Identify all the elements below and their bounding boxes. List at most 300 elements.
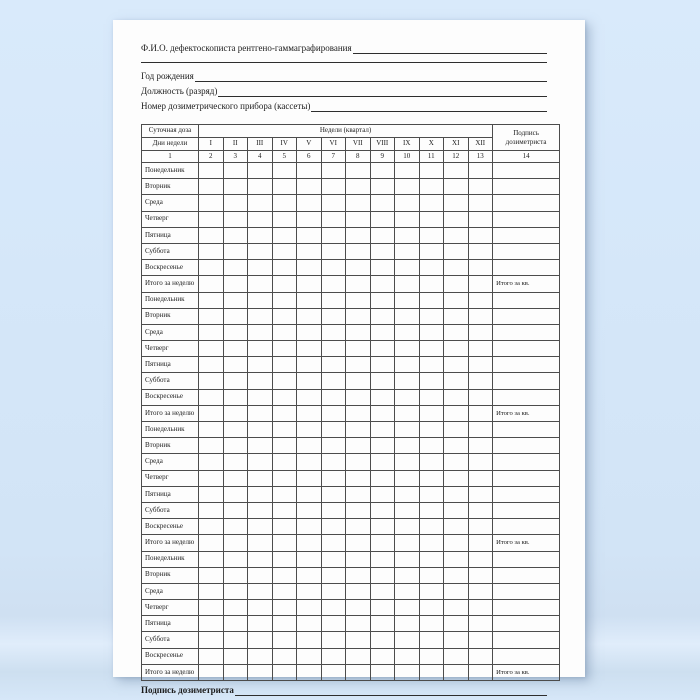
- dose-cell: [395, 357, 420, 373]
- dose-cell: [297, 341, 322, 357]
- week-column-header-9: IX: [395, 138, 420, 151]
- dose-cell: [468, 373, 493, 389]
- week-column-header-1: I: [199, 138, 224, 151]
- week-total-cell: [346, 405, 371, 421]
- dose-cell: [346, 195, 371, 211]
- signature-cell: [493, 195, 560, 211]
- dose-cell: [444, 486, 469, 502]
- dose-cell: [370, 389, 395, 405]
- day-label-cell: Среда: [142, 454, 199, 470]
- signature-cell: [493, 422, 560, 438]
- dose-cell: [272, 211, 297, 227]
- dose-cell: [395, 519, 420, 535]
- signature-cell: [493, 243, 560, 259]
- dose-cell: [395, 292, 420, 308]
- dose-cell: [346, 227, 371, 243]
- dose-cell: [272, 551, 297, 567]
- signature-cell: [493, 551, 560, 567]
- dose-cell: [419, 470, 444, 486]
- week-total-cell: [370, 276, 395, 292]
- dose-cell: [321, 454, 346, 470]
- signature-cell: [493, 324, 560, 340]
- week-total-cell: [468, 276, 493, 292]
- dose-cell: [370, 567, 395, 583]
- dose-cell: [370, 179, 395, 195]
- form-header: [141, 43, 547, 112]
- dose-cell: [321, 260, 346, 276]
- signature-cell: [493, 438, 560, 454]
- dose-cell: [468, 470, 493, 486]
- dose-cell: [223, 648, 248, 664]
- week-total-cell: [395, 664, 420, 680]
- dose-cell: [223, 600, 248, 616]
- day-label-cell: Четверг: [142, 211, 199, 227]
- document-content: [141, 43, 559, 696]
- dose-cell: [199, 502, 224, 518]
- dose-cell: [297, 567, 322, 583]
- day-label-cell: Вторник: [142, 308, 199, 324]
- dose-cell: [199, 583, 224, 599]
- dose-cell: [199, 292, 224, 308]
- dose-cell: [419, 292, 444, 308]
- dose-cell: [321, 502, 346, 518]
- dose-cell: [297, 389, 322, 405]
- dose-cell: [444, 600, 469, 616]
- dose-cell: [321, 616, 346, 632]
- week-total-cell: [223, 405, 248, 421]
- dose-cell: [223, 227, 248, 243]
- birth-year-blank-line: [195, 71, 547, 82]
- dose-cell: [468, 616, 493, 632]
- dose-cell: [444, 616, 469, 632]
- dose-cell: [444, 422, 469, 438]
- dose-cell: [419, 616, 444, 632]
- dose-cell: [272, 632, 297, 648]
- dose-cell: [297, 470, 322, 486]
- dose-cell: [248, 292, 273, 308]
- week-total-cell: [444, 664, 469, 680]
- week-column-header-6: VI: [321, 138, 346, 151]
- dose-cell: [223, 195, 248, 211]
- dose-cell: [199, 422, 224, 438]
- dose-cell: [370, 292, 395, 308]
- dose-cell: [272, 357, 297, 373]
- dose-cell: [346, 648, 371, 664]
- dose-cell: [223, 632, 248, 648]
- signature-cell: [493, 454, 560, 470]
- dose-cell: [468, 357, 493, 373]
- dose-cell: [444, 470, 469, 486]
- dose-cell: [272, 486, 297, 502]
- signature-cell: [493, 292, 560, 308]
- dose-cell: [248, 519, 273, 535]
- dose-cell: [444, 567, 469, 583]
- dose-cell: [248, 308, 273, 324]
- dose-cell: [272, 519, 297, 535]
- dose-cell: [321, 227, 346, 243]
- dose-cell: [223, 341, 248, 357]
- week-total-cell: [468, 405, 493, 421]
- week-column-header-12: XII: [468, 138, 493, 151]
- dose-cell: [395, 600, 420, 616]
- dose-cell: [370, 632, 395, 648]
- week-column-header-7: VII: [346, 138, 371, 151]
- dose-cell: [468, 486, 493, 502]
- dose-cell: [297, 292, 322, 308]
- dose-cell: [370, 454, 395, 470]
- day-label-cell: Суббота: [142, 502, 199, 518]
- dose-cell: [370, 373, 395, 389]
- day-label-cell: Четверг: [142, 470, 199, 486]
- week-total-label-cell: Итого за неделю: [142, 664, 199, 680]
- dose-cell: [419, 195, 444, 211]
- dose-cell: [419, 227, 444, 243]
- week-total-cell: [346, 535, 371, 551]
- dose-cell: [395, 324, 420, 340]
- dose-cell: [248, 211, 273, 227]
- quarter-total-cell: Итого за кв.: [493, 664, 560, 680]
- dose-cell: [346, 600, 371, 616]
- dose-cell: [346, 470, 371, 486]
- week-total-cell: [199, 405, 224, 421]
- column-number-3: 3: [223, 151, 248, 163]
- dose-cell: [297, 179, 322, 195]
- dose-cell: [223, 163, 248, 179]
- days-of-week-header-cell: Дни недели: [142, 138, 199, 151]
- week-total-cell: [297, 664, 322, 680]
- day-label-cell: Пятница: [142, 357, 199, 373]
- dose-cell: [272, 454, 297, 470]
- dose-cell: [272, 502, 297, 518]
- device-number-blank-line: [311, 101, 547, 112]
- dose-cell: [468, 195, 493, 211]
- dose-cell: [199, 324, 224, 340]
- week-total-label-cell: Итого за неделю: [142, 535, 199, 551]
- column-number-13: 13: [468, 151, 493, 163]
- dose-cell: [370, 357, 395, 373]
- dose-cell: [248, 486, 273, 502]
- device-number-label: Номер дозиметрического прибора (кассеты): [141, 101, 311, 111]
- birth-year-line: [141, 71, 547, 82]
- dose-cell: [272, 616, 297, 632]
- position-label: Должность (разряд): [141, 86, 218, 96]
- dose-cell: [223, 519, 248, 535]
- dose-cell: [223, 616, 248, 632]
- week-total-cell: [248, 664, 273, 680]
- dose-cell: [321, 373, 346, 389]
- week-total-cell: [419, 276, 444, 292]
- dose-cell: [321, 163, 346, 179]
- dose-cell: [248, 373, 273, 389]
- dose-cell: [248, 470, 273, 486]
- dose-cell: [419, 373, 444, 389]
- dose-cell: [199, 179, 224, 195]
- dose-cell: [395, 438, 420, 454]
- dose-cell: [395, 260, 420, 276]
- day-label-cell: Среда: [142, 324, 199, 340]
- dose-cell: [444, 502, 469, 518]
- signature-cell: [493, 179, 560, 195]
- dose-cell: [297, 632, 322, 648]
- dose-cell: [395, 583, 420, 599]
- day-label-cell: Среда: [142, 583, 199, 599]
- dose-cell: [468, 632, 493, 648]
- week-total-cell: [199, 535, 224, 551]
- dose-cell: [248, 600, 273, 616]
- dose-cell: [272, 422, 297, 438]
- dose-cell: [419, 502, 444, 518]
- dose-cell: [370, 422, 395, 438]
- dose-cell: [297, 519, 322, 535]
- dose-cell: [297, 357, 322, 373]
- week-column-header-8: VIII: [370, 138, 395, 151]
- dose-cell: [297, 438, 322, 454]
- dose-cell: [272, 438, 297, 454]
- dose-cell: [297, 260, 322, 276]
- dose-cell: [419, 519, 444, 535]
- dose-cell: [272, 324, 297, 340]
- dose-cell: [395, 179, 420, 195]
- dose-cell: [346, 357, 371, 373]
- dose-cell: [346, 389, 371, 405]
- dose-cell: [321, 600, 346, 616]
- dose-cell: [321, 486, 346, 502]
- column-number-5: 5: [272, 151, 297, 163]
- daily-dose-header-cell: Суточная доза: [142, 125, 199, 138]
- dose-cell: [199, 227, 224, 243]
- dose-cell: [223, 551, 248, 567]
- dose-cell: [444, 519, 469, 535]
- day-label-cell: Воскресенье: [142, 648, 199, 664]
- week-total-cell: [297, 535, 322, 551]
- dose-cell: [468, 519, 493, 535]
- dose-cell: [346, 179, 371, 195]
- dose-cell: [444, 583, 469, 599]
- day-label-cell: Пятница: [142, 227, 199, 243]
- dose-cell: [419, 648, 444, 664]
- dose-cell: [444, 195, 469, 211]
- position-line: [141, 86, 547, 97]
- dose-cell: [370, 470, 395, 486]
- week-total-cell: [223, 664, 248, 680]
- week-total-cell: [419, 664, 444, 680]
- dose-cell: [444, 632, 469, 648]
- dose-cell: [370, 227, 395, 243]
- dose-cell: [346, 519, 371, 535]
- dose-cell: [395, 243, 420, 259]
- dose-cell: [223, 470, 248, 486]
- column-number-10: 10: [395, 151, 420, 163]
- week-total-cell: [272, 535, 297, 551]
- dose-cell: [321, 179, 346, 195]
- dose-cell: [272, 163, 297, 179]
- dose-cell: [297, 195, 322, 211]
- dose-cell: [370, 260, 395, 276]
- dose-cell: [248, 438, 273, 454]
- dose-cell: [346, 324, 371, 340]
- dose-cell: [419, 551, 444, 567]
- signature-cell: [493, 519, 560, 535]
- dose-cell: [468, 260, 493, 276]
- dose-cell: [444, 227, 469, 243]
- signature-cell: [493, 308, 560, 324]
- dose-cell: [395, 632, 420, 648]
- week-total-cell: [395, 405, 420, 421]
- dose-cell: [297, 308, 322, 324]
- quarter-total-cell: Итого за кв.: [493, 276, 560, 292]
- week-total-cell: [223, 276, 248, 292]
- dose-cell: [223, 179, 248, 195]
- device-number-line: [141, 101, 547, 112]
- dose-cell: [248, 163, 273, 179]
- signature-cell: [493, 389, 560, 405]
- dose-cell: [468, 227, 493, 243]
- dose-cell: [199, 470, 224, 486]
- signature-cell: [493, 260, 560, 276]
- dose-cell: [272, 227, 297, 243]
- fio-continuation-line: [141, 61, 547, 63]
- dose-cell: [199, 454, 224, 470]
- dose-cell: [370, 583, 395, 599]
- dose-cell: [248, 389, 273, 405]
- dose-cell: [395, 502, 420, 518]
- dose-cell: [297, 616, 322, 632]
- dose-cell: [419, 324, 444, 340]
- fio-blank-line: [353, 43, 547, 54]
- dose-cell: [272, 195, 297, 211]
- dose-cell: [468, 163, 493, 179]
- dose-cell: [346, 502, 371, 518]
- dose-cell: [223, 373, 248, 389]
- dose-cell: [468, 648, 493, 664]
- dose-cell: [321, 389, 346, 405]
- dose-cell: [297, 227, 322, 243]
- dose-cell: [248, 551, 273, 567]
- day-label-cell: Понедельник: [142, 551, 199, 567]
- dose-cell: [297, 454, 322, 470]
- dose-cell: [468, 292, 493, 308]
- dose-cell: [419, 632, 444, 648]
- column-number-11: 11: [419, 151, 444, 163]
- day-label-cell: Пятница: [142, 616, 199, 632]
- dose-cell: [395, 341, 420, 357]
- signature-cell: [493, 470, 560, 486]
- dose-cell: [346, 422, 371, 438]
- dose-cell: [272, 373, 297, 389]
- dose-cell: [272, 389, 297, 405]
- dose-cell: [468, 600, 493, 616]
- dose-cell: [321, 438, 346, 454]
- dose-cell: [248, 616, 273, 632]
- dose-cell: [346, 438, 371, 454]
- dose-cell: [419, 179, 444, 195]
- dose-cell: [248, 632, 273, 648]
- column-number-14: 14: [493, 151, 560, 163]
- week-column-header-3: III: [248, 138, 273, 151]
- dose-cell: [395, 470, 420, 486]
- dose-cell: [248, 243, 273, 259]
- dose-cell: [395, 227, 420, 243]
- dose-cell: [395, 163, 420, 179]
- dose-cell: [370, 519, 395, 535]
- day-label-cell: Суббота: [142, 373, 199, 389]
- dose-cell: [395, 616, 420, 632]
- dose-cell: [321, 357, 346, 373]
- dose-cell: [346, 551, 371, 567]
- dose-cell: [444, 260, 469, 276]
- signature-cell: [493, 583, 560, 599]
- column-number-2: 2: [199, 151, 224, 163]
- dose-cell: [419, 243, 444, 259]
- signature-cell: [493, 227, 560, 243]
- dose-cell: [370, 600, 395, 616]
- dose-cell: [346, 341, 371, 357]
- week-total-cell: [468, 535, 493, 551]
- dose-cell: [272, 341, 297, 357]
- dose-cell: [223, 357, 248, 373]
- dose-cell: [223, 583, 248, 599]
- signature-cell: [493, 357, 560, 373]
- dose-cell: [370, 486, 395, 502]
- dose-cell: [370, 551, 395, 567]
- dose-cell: [297, 324, 322, 340]
- column-number-8: 8: [346, 151, 371, 163]
- week-total-cell: [468, 664, 493, 680]
- fio-label: Ф.И.О. дефектоскописта рентгено-гаммаграфирования: [141, 43, 352, 53]
- week-total-cell: [444, 405, 469, 421]
- dose-cell: [346, 211, 371, 227]
- birth-year-label: Год рождения: [141, 71, 194, 81]
- dose-cell: [297, 243, 322, 259]
- dose-cell: [321, 632, 346, 648]
- dose-cell: [444, 163, 469, 179]
- week-column-header-5: V: [297, 138, 322, 151]
- dose-cell: [468, 341, 493, 357]
- dose-cell: [419, 438, 444, 454]
- signature-cell: [493, 163, 560, 179]
- week-total-cell: [346, 664, 371, 680]
- week-total-label-cell: Итого за неделю: [142, 405, 199, 421]
- dose-cell: [321, 324, 346, 340]
- week-total-cell: [272, 276, 297, 292]
- signature-cell: [493, 211, 560, 227]
- day-label-cell: Воскресенье: [142, 519, 199, 535]
- dose-cell: [346, 243, 371, 259]
- week-column-header-10: X: [419, 138, 444, 151]
- signature-cell: [493, 567, 560, 583]
- dose-cell: [199, 308, 224, 324]
- week-total-cell: [419, 405, 444, 421]
- dose-cell: [272, 260, 297, 276]
- dose-cell: [370, 243, 395, 259]
- dose-cell: [395, 389, 420, 405]
- dose-cell: [395, 195, 420, 211]
- dose-cell: [297, 551, 322, 567]
- dose-cell: [223, 502, 248, 518]
- column-number-6: 6: [297, 151, 322, 163]
- dose-cell: [370, 163, 395, 179]
- dose-cell: [395, 454, 420, 470]
- signature-cell: [493, 616, 560, 632]
- dose-cell: [223, 567, 248, 583]
- day-label-cell: Вторник: [142, 567, 199, 583]
- dose-cell: [346, 583, 371, 599]
- week-total-cell: [370, 405, 395, 421]
- fio-line: [141, 43, 547, 54]
- day-label-cell: Четверг: [142, 600, 199, 616]
- dose-cell: [370, 648, 395, 664]
- column-number-12: 12: [444, 151, 469, 163]
